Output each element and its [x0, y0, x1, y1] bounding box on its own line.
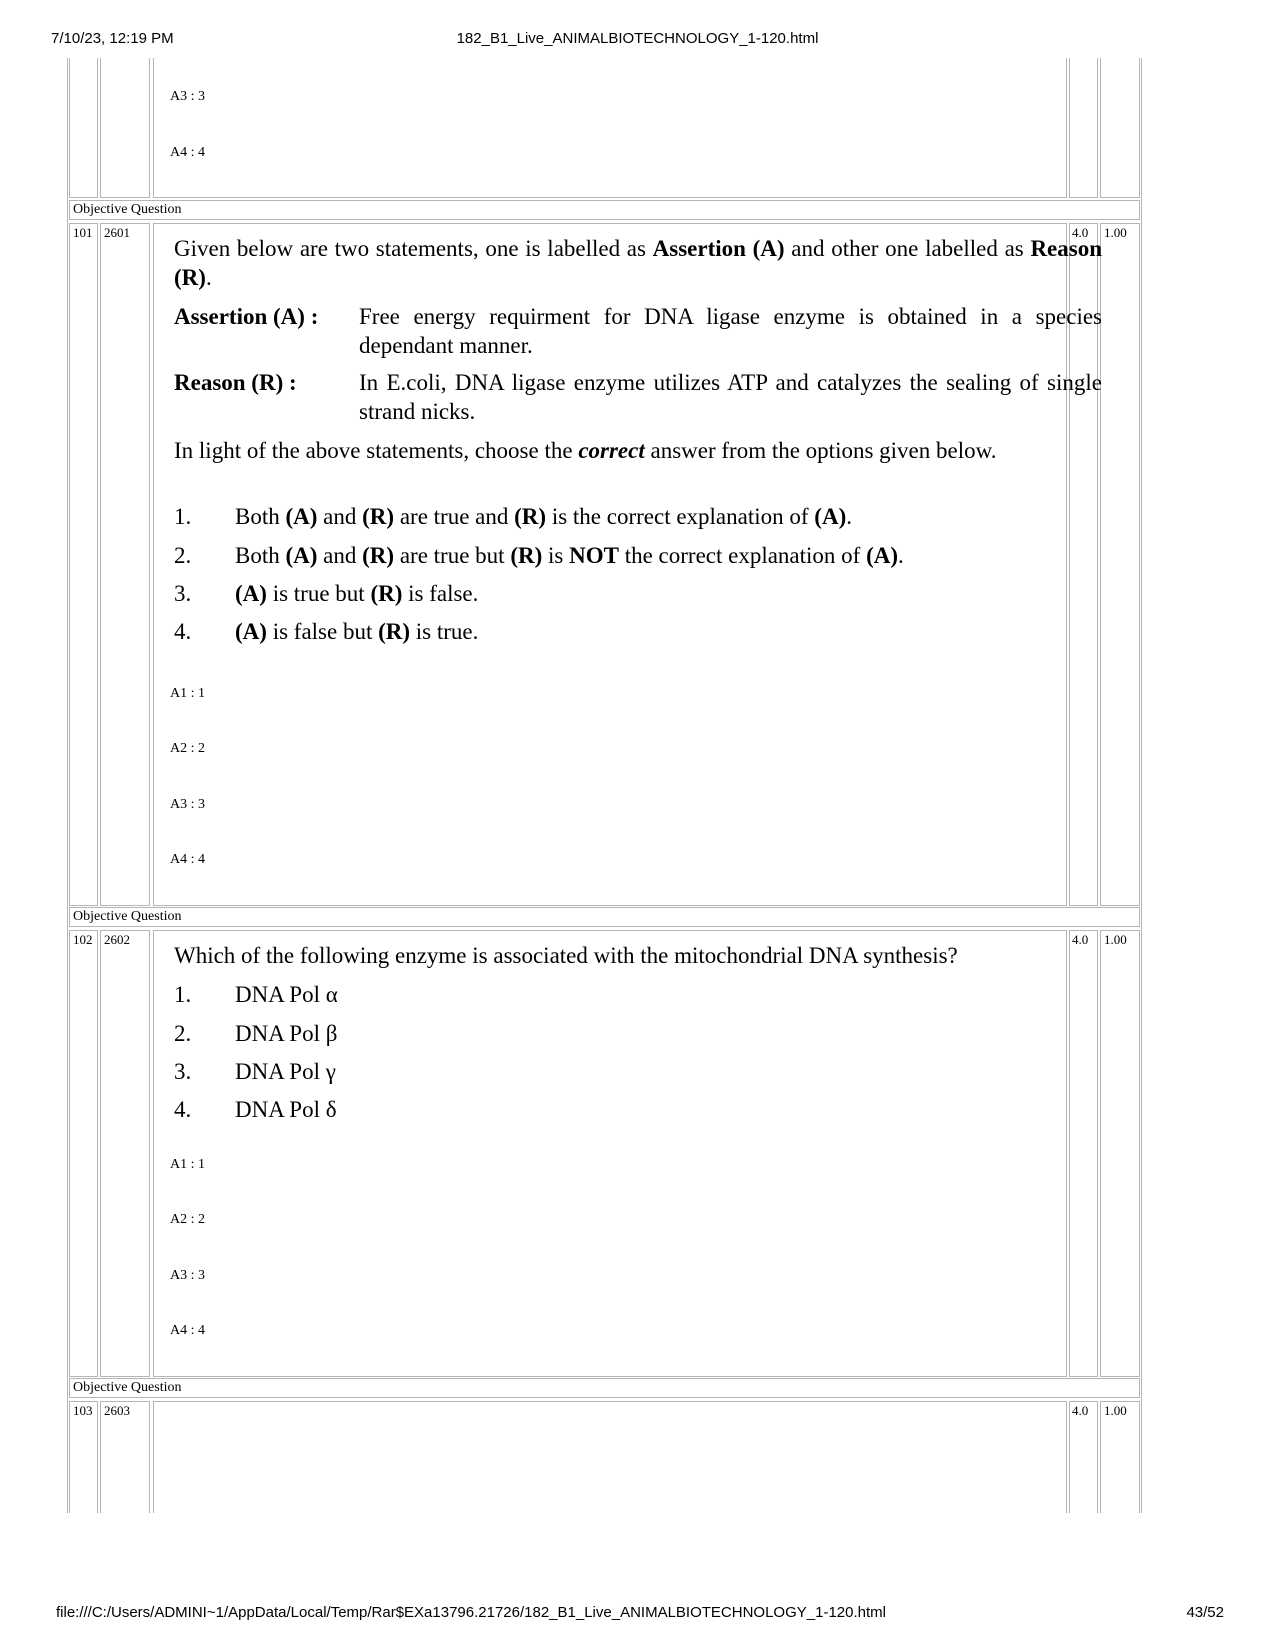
answer-line: A4 : 4 — [170, 1323, 205, 1338]
question-id: 2602 — [104, 932, 130, 947]
assertion-text: Free energy requirment for DNA ligase enzyme is obtained in a species dependant manner. — [359, 304, 1102, 358]
cell-marks — [1069, 930, 1098, 1377]
cell-negative — [1100, 223, 1140, 906]
negative-marks: 1.00 — [1104, 225, 1127, 240]
option-1: 1. DNA Pol α — [174, 982, 338, 1007]
option-1: 1. Both (A) and (R) are true and (R) is the correct explanation of (A). — [174, 504, 852, 529]
cell-negative — [1100, 930, 1140, 1377]
print-datetime: 7/10/23, 12:19 PM — [51, 30, 174, 47]
option-4: 4. (A) is false but (R) is true. — [174, 619, 479, 644]
answer-line: A1 : 1 — [170, 686, 205, 701]
question-type-label: Objective Question — [73, 1380, 182, 1395]
label-row — [69, 907, 1140, 927]
cell-qid — [100, 930, 150, 1377]
print-doc-title: 182_B1_Live_ANIMALBIOTECHNOLOGY_1-120.html — [456, 30, 819, 47]
negative-marks: 1.00 — [1104, 932, 1127, 947]
cell-negative — [1100, 58, 1140, 198]
cell-qid — [100, 223, 150, 906]
cell-question — [153, 58, 1067, 198]
question-id: 2601 — [104, 225, 130, 240]
option-2: 2. Both (A) and (R) are true but (R) is NOT the correct explanation of (A). — [174, 543, 904, 568]
answer-line: A3 : 3 — [170, 797, 205, 812]
question-prompt: In light of the above statements, choose the correct answer from the options given below. — [174, 438, 997, 463]
cell-sno — [69, 930, 98, 1377]
answer-line: A2 : 2 — [170, 1212, 205, 1227]
answer-line: A4 : 4 — [170, 852, 205, 867]
reason-label: Reason (R) : — [174, 370, 297, 395]
answer-line: A1 : 1 — [170, 1157, 205, 1172]
reason-text: In E.coli, DNA ligase enzyme utilizes ATP and catalyzes the sealing of single strand nicks. — [359, 370, 1102, 424]
option-3: 3. DNA Pol γ — [174, 1059, 336, 1084]
answer-line: A3 : 3 — [170, 1268, 205, 1283]
cell-qid — [100, 58, 150, 198]
print-file-path: file:///C:/Users/ADMINI~1/AppData/Local/Temp/Rar$EXa13796.21726/182_B1_Live_ANIMALBIOTECHNOLOGY_1-120.html — [56, 1604, 886, 1621]
option-4: 4. DNA Pol δ — [174, 1097, 337, 1122]
negative-marks: 1.00 — [1104, 1403, 1127, 1418]
question-serial: 101 — [73, 225, 93, 240]
answer-line: A3 : 3 — [170, 89, 205, 104]
assertion-label: Assertion (A) : — [174, 304, 319, 329]
option-2: 2. DNA Pol β — [174, 1021, 338, 1046]
cell-sno — [69, 58, 98, 198]
question-text: Which of the following enzyme is associated with the mitochondrial DNA synthesis? — [174, 943, 958, 968]
label-row — [69, 200, 1140, 220]
cell-marks — [1069, 58, 1098, 198]
question-intro: Given below are two statements, one is labelled as Assertion (A) and other one labelled as Reason (R). — [174, 236, 1102, 290]
question-marks: 4.0 — [1072, 1403, 1089, 1418]
answer-line: A2 : 2 — [170, 741, 205, 756]
print-page-number: 43/52 — [1186, 1604, 1224, 1621]
option-3: 3. (A) is true but (R) is false. — [174, 581, 479, 606]
question-serial: 103 — [73, 1403, 93, 1418]
question-marks: 4.0 — [1072, 932, 1089, 947]
label-row — [69, 1378, 1140, 1398]
answer-line: A4 : 4 — [170, 145, 205, 160]
cell-question — [153, 1401, 1067, 1513]
question-type-label: Objective Question — [73, 202, 182, 217]
cell-sno — [69, 223, 98, 906]
question-type-label: Objective Question — [73, 909, 182, 924]
question-id: 2603 — [104, 1403, 130, 1418]
question-serial: 102 — [73, 932, 93, 947]
question-marks: 4.0 — [1072, 225, 1089, 240]
